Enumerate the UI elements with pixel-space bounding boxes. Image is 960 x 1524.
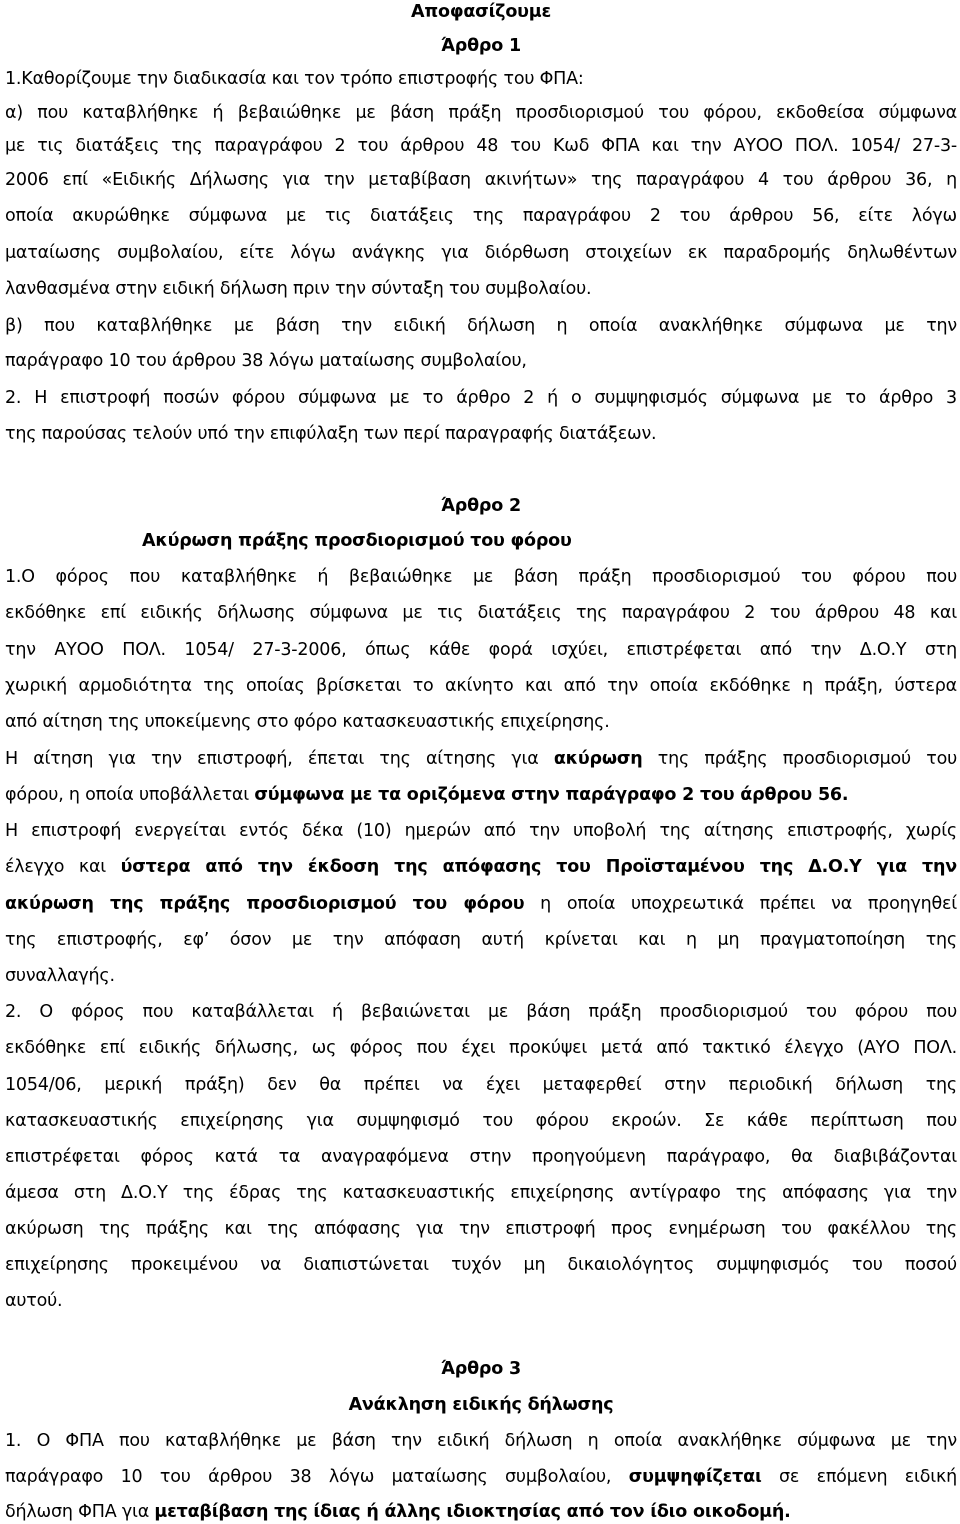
article-2-line: άμεσα στη Δ.Ο.Υ της έδρας της κατασκευαστικής επιχείρησης αντίγραφο της απόφασης για την — [5, 1183, 957, 1203]
article-1-line: 1.Καθορίζουμε την διαδικασία και τον τρόπο επιστροφής του ΦΠΑ: — [5, 69, 584, 89]
article-1-line: της παρούσας τελούν υπό την επιφύλαξη των περί παραγραφής διατάξεων. — [5, 424, 657, 444]
article-1-line: β) που καταβλήθηκε με βάση την ειδική δήλωση η οποία ανακλήθηκε σύμφωνα με την — [5, 316, 957, 336]
bold-text-run: μεταβίβαση της ίδιας ή άλλης ιδιοκτησίας από τον ίδιο οικοδομή. — [154, 1502, 791, 1522]
text-run: της πράξης προσδιορισμού του — [642, 749, 957, 769]
article-2-subtitle: Ακύρωση πράξης προσδιορισμού του φόρου — [142, 531, 572, 551]
article-1-line: 2. Η επιστροφή ποσών φόρου σύμφωνα με το άρθρο 2 ή ο συμψηφισμός σύμφωνα με το άρθρο 3 — [5, 388, 957, 408]
article-2-line: επιχείρησης προκειμένου να διαπιστώνεται τυχόν μη δικαιολόγητος συμψηφισμός του ποσού — [5, 1255, 957, 1275]
article-2-line: εκδόθηκε επί ειδικής δήλωσης σύμφωνα με τις διατάξεις της παραγράφου 2 του άρθρου 48 και — [5, 603, 957, 623]
article-2-line: συναλλαγής. — [5, 966, 115, 986]
text-run: παράγραφο 10 του άρθρου 38 λόγω ματαίωσης συμβολαίου, — [5, 1467, 629, 1487]
article-1-line: ματαίωσης συμβολαίου, είτε λόγω ανάγκης για διόρθωση στοιχείων εκ παραδρομής δηλωθέντων — [5, 243, 957, 263]
article-2-line — [5, 747, 957, 771]
article-2-line: 1.Ο φόρος που καταβλήθηκε ή βεβαιώθηκε με βάση πράξη προσδιορισμού του φόρου που — [5, 567, 957, 587]
bold-text-run: σύμφωνα με τα οριζόμενα στην παράγραφο 2 του άρθρου 56. — [254, 785, 849, 805]
text-run: Η αίτηση για την επιστροφή, έπεται της αίτησης για — [5, 749, 554, 769]
article-2-line — [5, 855, 957, 879]
article-2-line: κατασκευαστικής επιχείρησης για συμψηφισμό του φόρου εκροών. Σε κάθε περίπτωση που — [5, 1111, 957, 1131]
text-run: έλεγχο και — [5, 857, 121, 877]
article-2-title: Άρθρο 2 — [441, 496, 521, 516]
article-2-line: από αίτηση της υποκείμενης στο φόρο κατασκευαστικής επιχείρησης. — [5, 712, 610, 732]
text-run: σε επόμενη ειδική — [761, 1467, 957, 1487]
bold-text-run: συμψηφίζεται — [628, 1467, 762, 1487]
article-3-line: 1. Ο ΦΠΑ που καταβλήθηκε με βάση την ειδική δήλωση η οποία ανακλήθηκε σύμφωνα με την — [5, 1431, 957, 1451]
article-3-title: Άρθρο 3 — [441, 1359, 521, 1379]
article-1-line: παράγραφο 10 του άρθρου 38 λόγω ματαίωσης συμβολαίου, — [5, 351, 527, 371]
article-2-line: της επιστροφής, εφ’ όσον με την απόφαση αυτή κρίνεται και η μη πραγματοποίηση της — [5, 930, 957, 950]
article-1-line: οποία ακυρώθηκε σύμφωνα με τις διατάξεις της παραγράφου 2 του άρθρου 56, είτε λόγω — [5, 206, 957, 226]
article-2-line: αυτού. — [5, 1291, 63, 1311]
article-2-line: 1054/06, μερική πράξη) δεν θα πρέπει να έχει μεταφερθεί στην περιοδική δήλωση της — [5, 1075, 957, 1095]
bold-text-run: ακύρωση — [553, 749, 643, 769]
article-3-line — [5, 1465, 957, 1489]
article-2-line: επιστρέφεται φόρος κατά τα αναγραφόμενα στην προηγούμενη παράγραφο, θα διαβιβάζονται — [5, 1147, 957, 1167]
article-2-line — [5, 783, 957, 807]
article-2-line: Η επιστροφή ενεργείται εντός δέκα (10) ημερών από την υποβολή της αίτησης επιστροφής, χωρίς — [5, 821, 957, 841]
article-2-line: χωρική αρμοδιότητα της οποίας βρίσκεται το ακίνητο και από την οποία εκδόθηκε η πράξη, ύστερα — [5, 676, 957, 696]
article-2-line — [5, 892, 957, 916]
article-2-line: 2. Ο φόρος που καταβάλλεται ή βεβαιώνεται με βάση πράξη προσδιορισμού του φόρου που — [5, 1002, 957, 1022]
article-1-line: 2006 επί «Ειδικής Δήλωσης για την μεταβίβαση ακινήτων» της παραγράφου 4 του άρθρου 36, η — [5, 170, 957, 190]
text-run: η οποία υποχρεωτικά πρέπει να προηγηθεί — [524, 894, 957, 914]
article-1-title: Άρθρο 1 — [441, 36, 521, 56]
document-heading: Αποφασίζουμε — [411, 2, 551, 22]
text-run: φόρου, η οποία υποβάλλεται — [5, 785, 255, 805]
article-1-line: με τις διατάξεις της παραγράφου 2 του άρθρου 48 του Κωδ ΦΠΑ και την ΑΥΟΟ ΠΟΛ. 1054/ 27-3- — [5, 136, 957, 156]
article-2-line: ακύρωση της πράξης και της απόφασης για την επιστροφή προς ενημέρωση του φακέλλου της — [5, 1219, 957, 1239]
text-run: δήλωση ΦΠΑ για — [5, 1502, 155, 1522]
bold-text-run: ακύρωση της πράξης προσδιορισμού του φόρου — [5, 894, 525, 914]
bold-text-run: ύστερα από την έκδοση της απόφασης του Προϊσταμένου της Δ.Ο.Υ για την — [120, 857, 957, 877]
article-1-line: λανθασμένα στην ειδική δήλωση πριν την σύνταξη του συμβολαίου. — [5, 279, 592, 299]
article-1-line: α) που καταβλήθηκε ή βεβαιώθηκε με βάση πράξη προσδιορισμού του φόρου, εκδοθείσα σύμφωνα — [5, 103, 957, 123]
article-2-line: την ΑΥΟΟ ΠΟΛ. 1054/ 27-3-2006, όπως κάθε φορά ισχύει, επιστρέφεται από την Δ.Ο.Υ στη — [5, 640, 957, 660]
article-2-line: εκδόθηκε επί ειδικής δήλωσης, ως φόρος που έχει προκύψει μετά από τακτικό έλεγχο (ΑΥΟ ΠΟΛ. — [5, 1038, 957, 1058]
article-3-line — [5, 1500, 957, 1524]
article-3-subtitle: Ανάκληση ειδικής δήλωσης — [348, 1395, 614, 1415]
